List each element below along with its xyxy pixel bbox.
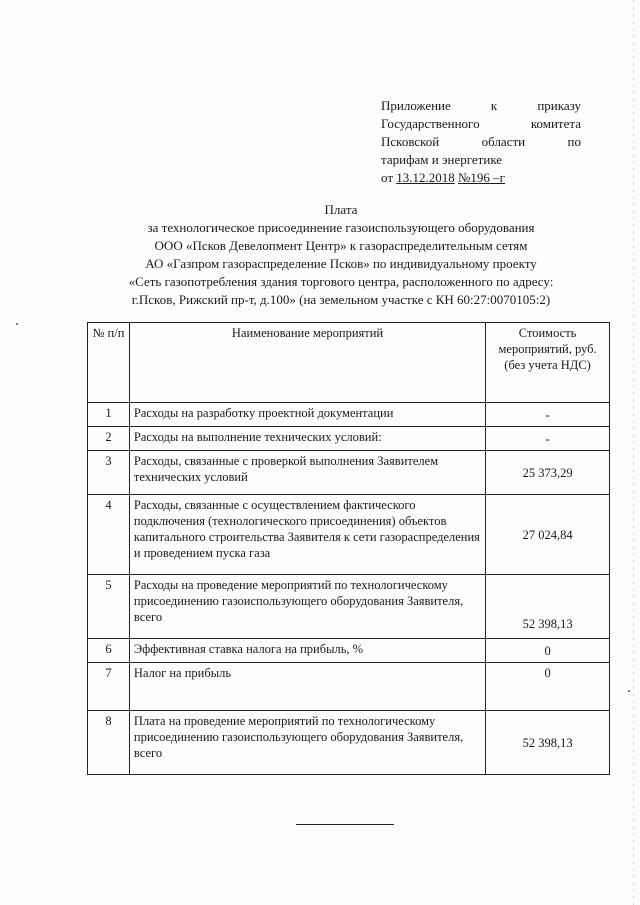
- scan-dot: [628, 690, 630, 692]
- row-value: -: [486, 427, 610, 451]
- table-row: [88, 495, 610, 575]
- header-cost: Стоимость мероприятий, руб. (без учета НДС): [486, 323, 610, 403]
- title-heading: Плата: [324, 202, 358, 217]
- appendix-word: Государственного: [381, 116, 480, 131]
- table-header-row: [88, 323, 610, 403]
- row-number: 5: [88, 575, 130, 639]
- appendix-line-2: [381, 115, 581, 133]
- row-name: Расходы, связанные с проверкой выполнения Заявителем технических условий: [129, 451, 485, 495]
- table-row: [88, 403, 610, 427]
- appendix-date-prefix: от: [381, 170, 394, 185]
- table-row: [88, 427, 610, 451]
- table-row: [88, 451, 610, 495]
- scan-edge: [633, 0, 634, 905]
- appendix-word: области: [481, 134, 526, 149]
- title-line: «Сеть газопотребления здания торгового центра, расположенного по адресу:: [128, 274, 554, 289]
- appendix-word: комитета: [530, 116, 581, 131]
- appendix-word: Псковской: [381, 134, 440, 149]
- table-row: [88, 639, 610, 663]
- appendix-word: приказу: [537, 98, 581, 113]
- row-value: 52 398,13: [486, 575, 610, 639]
- appendix-word: к: [490, 98, 498, 113]
- header-name: Наименование мероприятий: [129, 323, 485, 403]
- row-value: 0: [486, 663, 610, 711]
- row-number: 7: [88, 663, 130, 711]
- row-number: 2: [88, 427, 130, 451]
- row-number: 8: [88, 711, 130, 775]
- row-value: 25 373,29: [486, 451, 610, 495]
- row-name: Расходы на разработку проектной документации: [129, 403, 485, 427]
- table-row: [88, 711, 610, 775]
- row-number: 6: [88, 639, 130, 663]
- table-row: [88, 575, 610, 639]
- appendix-line-1: [381, 97, 581, 115]
- document-title: [60, 201, 622, 309]
- row-number: 3: [88, 451, 130, 495]
- appendix-line-4: [381, 151, 581, 169]
- row-value: -: [486, 403, 610, 427]
- row-name: Расходы, связанные с осуществлением фактического подключения (технологического присоединения) объектов капитального строительства Заявителя к сети газораспределения и проведением пуска газа: [129, 495, 485, 575]
- appendix-text: тарифам и энергетике: [381, 152, 503, 167]
- row-name: Налог на прибыль: [129, 663, 485, 711]
- appendix-word: по: [567, 134, 581, 149]
- header-number: № п/п: [88, 323, 130, 403]
- table-row: [88, 663, 610, 711]
- cost-table: [87, 322, 610, 775]
- title-line: АО «Газпром газораспределение Псков» по индивидуальному проекту: [145, 256, 537, 271]
- row-name: Расходы на выполнение технических условий:: [129, 427, 485, 451]
- title-line: за технологическое присоединение газоиспользующего оборудования: [147, 220, 535, 235]
- order-number: №196 –г: [458, 170, 506, 185]
- order-date: 13.12.2018: [396, 170, 455, 185]
- row-number: 4: [88, 495, 130, 575]
- appendix-line-5: [381, 169, 581, 187]
- appendix-line-3: [381, 133, 581, 151]
- closing-line: [296, 824, 394, 825]
- appendix-word: Приложение: [381, 98, 451, 113]
- title-line: г.Псков, Рижский пр-т, д.100» (на земельном участке с КН 60:27:0070105:2): [131, 292, 551, 307]
- row-value: 0: [486, 639, 610, 663]
- row-value: 52 398,13: [486, 711, 610, 775]
- row-name: Расходы на проведение мероприятий по технологическому присоединению газоиспользующего оборудования Заявителя, всего: [129, 575, 485, 639]
- row-name: Эффективная ставка налога на прибыль, %: [129, 639, 485, 663]
- row-number: 1: [88, 403, 130, 427]
- row-name: Плата на проведение мероприятий по технологическому присоединению газоиспользующего оборудования Заявителя, всего: [129, 711, 485, 775]
- title-line: ООО «Псков Девелопмент Центр» к газораспределительным сетям: [154, 238, 528, 253]
- row-value: 27 024,84: [486, 495, 610, 575]
- scan-dot: [16, 323, 18, 325]
- appendix-reference: [381, 97, 581, 187]
